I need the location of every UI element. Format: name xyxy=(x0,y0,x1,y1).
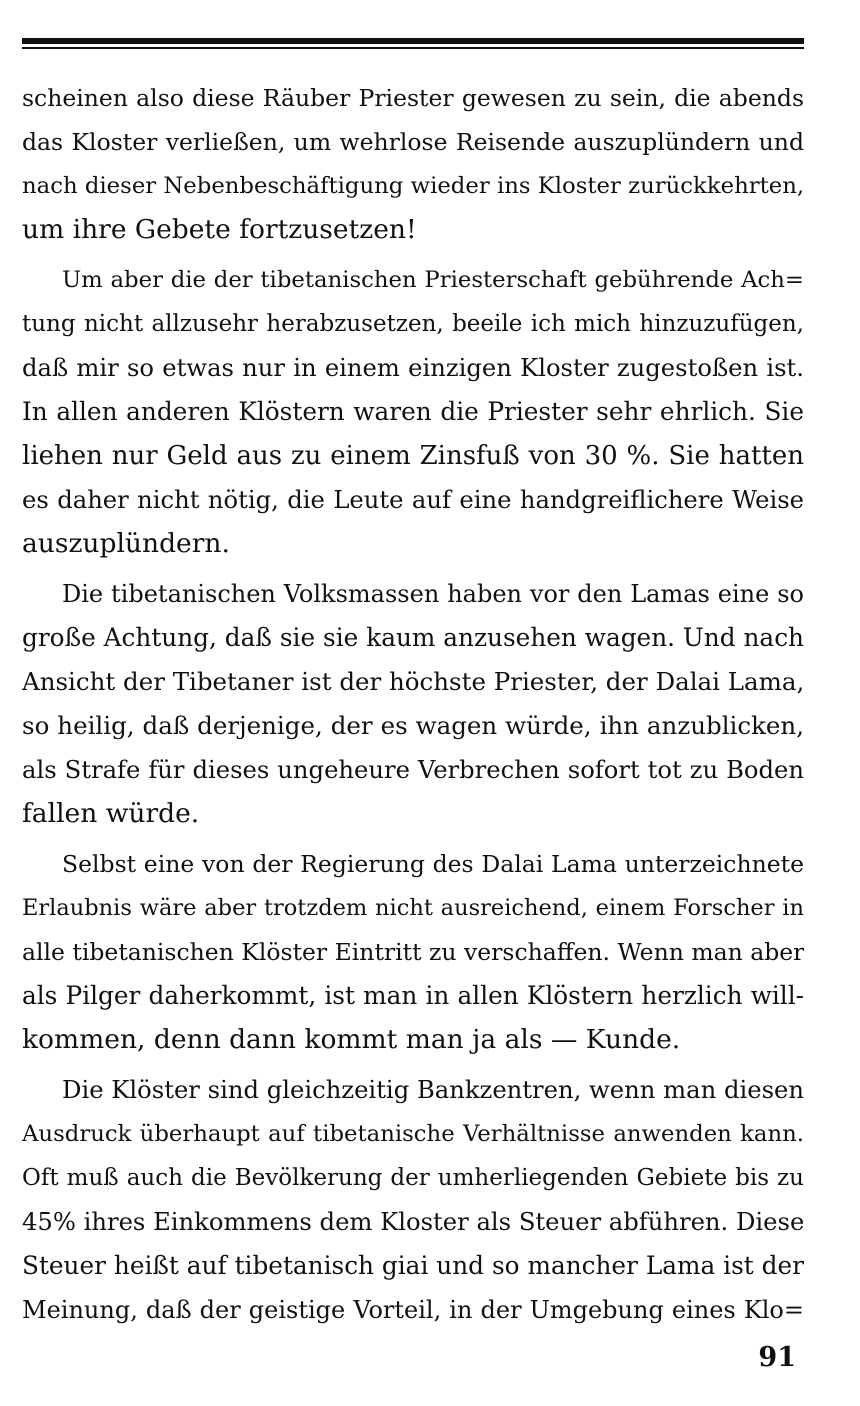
text-line: alle tibetanischen Klöster Eintritt zu verschaffen. Wenn man aber xyxy=(22,938,804,966)
page-number: 91 xyxy=(758,1342,796,1373)
text-line: Selbst eine von der Regierung des Dalai Lama unterzeichnete xyxy=(62,850,804,878)
text-line: Die tibetanischen Volksmassen haben vor den Lamas eine so xyxy=(62,580,804,608)
text-line: Um aber die der tibetanischen Priesterschaft gebührende Ach= xyxy=(62,267,804,293)
text-line: Steuer heißt auf tibetanisch giai und so mancher Lama ist der xyxy=(22,1251,804,1280)
text-line: daß mir so etwas nur in einem einzigen Kloster zugestoßen ist. xyxy=(22,353,804,382)
paragraph xyxy=(22,572,804,836)
text-line: In allen anderen Klöstern waren die Priester sehr ehrlich. Sie xyxy=(22,397,804,426)
header-rule-thick xyxy=(22,38,804,44)
text-line: auszuplündern. xyxy=(22,528,230,559)
text-line: Oft muß auch die Bevölkerung der umherliegenden Gebiete bis zu xyxy=(22,1165,804,1191)
text-line: scheinen also diese Räuber Priester gewesen zu sein, die abends xyxy=(22,84,804,112)
text-line: Ausdruck überhaupt auf tibetanische Verhältnisse anwenden kann. xyxy=(22,1121,804,1147)
paragraph xyxy=(22,1068,804,1332)
text-line: das Kloster verließen, um wehrlose Reisende auszuplündern und xyxy=(22,128,804,156)
text-line: große Achtung, daß sie sie kaum anzusehen wagen. Und nach xyxy=(22,623,804,652)
body-text xyxy=(22,76,804,1332)
paragraph-continuation xyxy=(22,76,804,252)
text-line: als Pilger daherkommt, ist man in allen Klöstern herzlich will- xyxy=(22,981,804,1010)
text-line: als Strafe für dieses ungeheure Verbrechen sofort tot zu Boden xyxy=(22,755,804,784)
text-line: nach dieser Nebenbeschäftigung wieder ins Kloster zurückkehrten, xyxy=(22,173,804,199)
text-line: liehen nur Geld aus zu einem Zinsfuß von 30 %. Sie hatten xyxy=(22,441,804,471)
text-line: Meinung, daß der geistige Vorteil, in der Umgebung eines Klo= xyxy=(22,1296,804,1324)
text-line: es daher nicht nötig, die Leute auf eine handgreiflichere Weise xyxy=(22,485,804,514)
header-rule-thin xyxy=(22,47,804,49)
text-line: Erlaubnis wäre aber trotzdem nicht ausreichend, einem Forscher in xyxy=(22,895,804,921)
text-line: 45% ihres Einkommens dem Kloster als Steuer abführen. Diese xyxy=(22,1207,804,1236)
text-line: Ansicht der Tibetaner ist der höchste Priester, der Dalai Lama, xyxy=(22,667,804,696)
text-line: Die Klöster sind gleichzeitig Bankzentren, wenn man diesen xyxy=(62,1075,804,1104)
paragraph xyxy=(22,258,804,566)
paragraph xyxy=(22,842,804,1062)
text-line: um ihre Gebete fortzusetzen! xyxy=(22,214,417,245)
text-line: tung nicht allzusehr herabzusetzen, beeile ich mich hinzuzufügen, xyxy=(22,311,804,337)
text-line: so heilig, daß derjenige, der es wagen würde, ihn anzublicken, xyxy=(22,711,804,740)
text-line: fallen würde. xyxy=(22,798,200,829)
text-line: kommen, denn dann kommt man ja als — Kunde. xyxy=(22,1024,681,1055)
